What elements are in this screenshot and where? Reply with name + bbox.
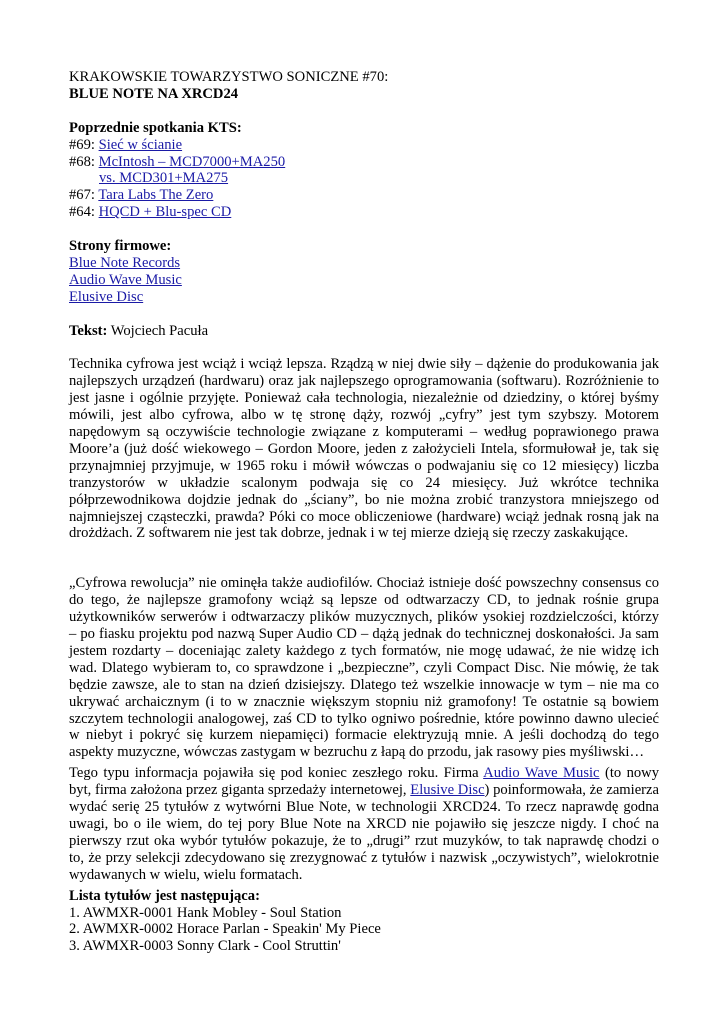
spacer	[69, 103, 659, 120]
company-link-audio-wave[interactable]: Audio Wave Music	[69, 271, 182, 288]
previous-meeting-64	[69, 204, 659, 221]
author-label: Tekst:	[69, 322, 108, 339]
previous-meeting-link[interactable]: Tara Labs The Zero	[98, 187, 214, 204]
author-line	[69, 323, 659, 340]
company-pages-heading: Strony firmowe:	[69, 238, 172, 255]
previous-meeting-link-continued[interactable]	[69, 170, 228, 186]
previous-meeting-68-continued	[69, 170, 659, 187]
company-link-blue-note[interactable]: Blue Note Records	[69, 254, 181, 271]
company-link-row	[69, 255, 659, 272]
header-line-1: KRAKOWSKIE TOWARZYSTWO SONICZNE #70:	[69, 69, 389, 85]
meeting-number: #69:	[69, 136, 99, 153]
link-text: vs. MCD301+MA275	[99, 170, 229, 187]
paragraph-text: Tego typu informacja pojawiła się pod koniec zeszłego roku. Firma	[69, 765, 484, 782]
document-page	[69, 69, 659, 955]
company-link-row	[69, 289, 659, 306]
titles-list	[69, 905, 659, 956]
spacer	[69, 221, 659, 238]
paragraph-text: (to nowy byt, firma założona przez giganta sprzedaży internetowej,	[69, 765, 660, 799]
previous-meeting-link[interactable]: McIntosh – MCD7000+MA250	[98, 153, 286, 170]
previous-meeting-link[interactable]: Sieć w ścianie	[98, 136, 183, 153]
titles-list-heading: Lista tytułów jest następująca:	[69, 887, 260, 904]
spacer	[69, 339, 659, 356]
spacer	[69, 306, 659, 323]
list-item: 2. AWMXR-0002 Horace Parlan - Speakin' My Piece	[69, 921, 381, 938]
meeting-number: #67:	[69, 187, 99, 204]
spacer	[69, 542, 659, 575]
paragraph-text: ) poinformowała, że zamierza wydać serię 25 tytułów z wytwórni Blue Note, w technologii XRCD24. To rzecz naprawdę godna uwagi, bo o ile wiem, do tej pory Blue Note na XRCD nie pojawiło się jeszcze nigdy. I choć na pierwszy rzut oka wybór tytułów pokazuje, że to „drugi” rzut muzyków, to tak naprawdę chodzi o to, że przy selekcji zdecydowano się zrezygnować z tytułów i nazwisk „oczywistych”, wielokrotnie wydawanych w wielu, wielu formatach.	[69, 782, 659, 883]
previous-meeting-68	[69, 154, 659, 171]
previous-meeting-67	[69, 187, 659, 204]
list-item: 3. AWMXR-0003 Sonny Clark - Cool Struttin'	[69, 938, 341, 955]
inline-link-elusive-disc[interactable]: Elusive Disc	[410, 782, 485, 799]
paragraph-announcement	[69, 765, 659, 883]
previous-meeting-link[interactable]: HQCD + Blu-spec CD	[98, 204, 232, 221]
meeting-number: #68:	[69, 153, 99, 170]
paragraph-intro: Technika cyfrowa jest wciąż i wciąż lepsza. Rządzą w niej dwie siły – dążenie do produkowania jak najlepszych urządzeń (hardwaru) oraz jak najlepszego oprogramowania (softwaru). Rozróżnienie to jest jasne i ogólnie przyjęte. Ponieważ cała technologia, niezależnie od dziedziny, o której byśmy mówili, jest albo cyfrowa, albo w tę stronę dąży, rozwój „cyfry” jest tym szybszy. Motorem napędowym są oczywiście technologie związane z komputerami – według poprawionego prawa Moore’a (już dość wiekowego – Gordon Moore, jeden z założycieli Intela, sformułował je, tak się przynajmniej przyjmuje, w 1965 roku i mówił wówczas o podwajaniu się co 12 miesięcy) liczba tranzystorów w układzie scalonym podwaja się co 24 miesięcy. Już wkrótce technika półprzewodnikowa dojdzie jednak do „ściany”, bo nie można zrobić tranzystora mniejszego od najmniejszej cząsteczki, prawda? Póki co moce obliczeniowe (hardware) wciąż jednak rosną jak na drożdżach. Z softwarem nie jest tak dobrze, jednak i w tej mierze dzieją się rzeczy zaskakujące.	[69, 356, 659, 542]
article-title: BLUE NOTE NA XRCD24	[69, 85, 239, 102]
company-link-elusive-disc[interactable]: Elusive Disc	[69, 288, 144, 305]
paragraph-digital-revolution: „Cyfrowa rewolucja” nie ominęła także audiofilów. Chociaż istnieje dość powszechny consensus co do tego, że najlepsze gramofony wciąż są lepsze od odtwarzaczy CD, to jednak rośnie grupa użytkowników serwerów i odtwarzaczy plików muzycznych, plików ysokiej rozdzielczości, którzy – po fiasku projektu pod nazwą Super Audio CD – dążą jednak do technicznej doskonałości. Ja sam jestem rozdarty – doceniając zalety każdego z tych formatów, nie mogę udawać, że nie widzę ich wad. Dlatego wybieram to, co sprawdzone i „bezpieczne”, czyli Compact Disc. Nie mówię, że tak będzie zawsze, ale to stan na dzień dzisiejszy. Dlatego też wszelkie innowacje w tym – nie ma co ukrywać archaicznym (i to w znacznie większym stopniu niż gramofony! Te ostatnie są bowiem szczytem technologii analogowej, zaś CD to tylko ogniwo pośrednie, które powinno dawno ulecieć w niebyt i pokryć się kurzem niepamięci) formacie elektryzują mnie. A jeśli dochodzą do tego aspekty muzyczne, wówczas zastygam w bezruchu z łapą do przodu, jak rasowy pies myśliwski…	[69, 575, 659, 761]
meeting-number: #64:	[69, 204, 99, 221]
list-item: 1. AWMXR-0001 Hank Mobley - Soul Station	[69, 904, 342, 921]
inline-link-audio-wave[interactable]: Audio Wave Music	[483, 765, 600, 782]
author-name: Wojciech Pacuła	[107, 322, 209, 339]
previous-meetings-heading: Poprzednie spotkania KTS:	[69, 119, 242, 136]
previous-meeting-69	[69, 137, 659, 154]
company-link-row	[69, 272, 659, 289]
